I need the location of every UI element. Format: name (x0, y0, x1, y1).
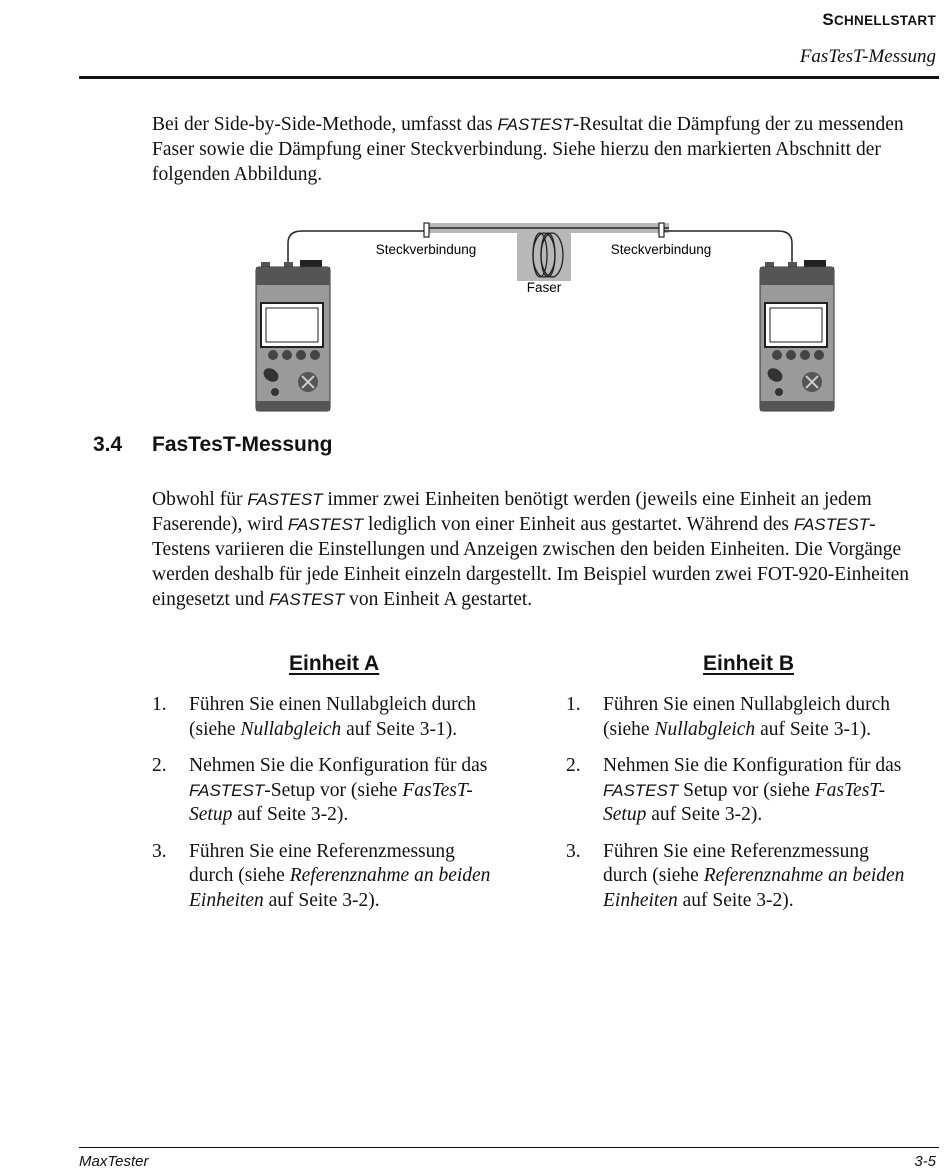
section-number: 3.4 (93, 433, 123, 456)
step-text: -Setup vor (siehe (264, 779, 403, 801)
step-text: auf Seite 3-2). (232, 804, 349, 825)
cross-reference: FasTesT-Setup (189, 779, 473, 825)
connector-left-icon (424, 223, 429, 237)
fastest-brand: FASTEST (189, 780, 265, 800)
connector-right-icon (659, 223, 664, 237)
running-header-section: FasTesT-Messung (799, 46, 936, 67)
intro-text-1: Bei der Side-by-Side-Methode, umfasst das (152, 114, 498, 135)
fastest-brand: FASTEST (268, 590, 345, 609)
step-text: Nehmen Sie die Konfiguration für das (603, 755, 902, 776)
step-text: Führen Sie einen Nullabgleich durch (siehe (189, 694, 477, 740)
cross-reference: Nullabgleich (240, 718, 342, 740)
list-item (566, 754, 916, 828)
step-text: Führen Sie einen Nullabgleich durch (siehe (603, 694, 891, 740)
step-number: 2. (152, 755, 167, 776)
list-item (566, 693, 916, 742)
tester-device-right-icon (760, 260, 834, 411)
unit-a-steps (152, 693, 502, 925)
step-text: Nehmen Sie die Konfiguration für das (189, 755, 488, 776)
step-number: 1. (566, 694, 581, 715)
list-item (152, 693, 502, 742)
cross-reference: Nullabgleich (654, 718, 756, 740)
label-connector-right: Steckverbindung (610, 242, 712, 257)
body-text-2: immer zwei Einheiten benötigt werden (jeweils eine Einheit an jedem Faserende), wird (152, 489, 872, 535)
body-text-5: von Einheit A gestartet. (344, 589, 533, 610)
fastest-brand: FASTEST (793, 515, 870, 534)
intro-text-2: -Resultat die Dämpfung der zu messenden Faser sowie die Dämpfung einer Steckverbindung. Siehe hierzu den markierten Abschnitt der folgenden Abbildung. (152, 114, 904, 185)
label-fiber: Faser (526, 280, 562, 295)
step-number: 2. (566, 755, 581, 776)
tester-device-left-icon (256, 260, 330, 411)
unit-b-steps (566, 693, 916, 925)
step-text: auf Seite 3-2). (646, 804, 763, 825)
body-text-1: Obwohl für (152, 489, 248, 510)
step-text: auf Seite 3-2). (677, 889, 794, 911)
footer-rule (79, 1147, 939, 1148)
fastest-brand: FASTEST (287, 515, 364, 534)
step-text: Führen Sie eine Referenzmessung durch (siehe (189, 840, 455, 886)
chapter-initial: S (822, 10, 834, 29)
list-item (152, 754, 502, 828)
step-text: auf Seite 3-1). (755, 718, 872, 740)
cross-reference: Referenznahme an beiden Einheiten (189, 865, 491, 911)
side-by-side-figure (240, 215, 860, 415)
body-text-4: -Testens variieren die Einstellungen und Anzeigen zwischen den beiden Einheiten. Die Vorgänge werden deshalb für jede Einheit einzeln dargestellt. Im Beispiel wurden zwei FOT-920-Einheiten eingesetzt und (152, 514, 910, 610)
running-header-chapter (822, 10, 936, 30)
label-connector-left: Steckverbindung (375, 242, 477, 257)
section-title: FasTesT-Messung (152, 433, 333, 456)
fastest-brand: FASTEST (247, 490, 323, 509)
unit-b-heading: Einheit B (703, 652, 795, 675)
step-number: 1. (152, 694, 167, 715)
intro-paragraph (152, 112, 932, 187)
body-text-3: lediglich von einer Einheit aus gestartet. Während des (363, 514, 794, 535)
step-number: 3. (152, 840, 167, 862)
cross-reference: FasTesT-Setup (603, 779, 886, 825)
footer-product-name: MaxTester (79, 1153, 149, 1170)
list-item (152, 840, 502, 914)
chapter-rest: CHNELLSTART (833, 13, 936, 28)
footer-page-number: 3-5 (914, 1153, 936, 1170)
header-rule (79, 76, 939, 79)
list-item (566, 840, 916, 914)
step-text: auf Seite 3-2). (263, 889, 380, 911)
fastest-brand: FASTEST (603, 780, 679, 800)
step-text: Setup vor (siehe (678, 779, 815, 801)
step-text: Führen Sie eine Referenzmessung durch (siehe (603, 840, 869, 886)
body-paragraph (152, 487, 932, 612)
step-number: 3. (566, 840, 581, 862)
cross-reference: Referenznahme an beiden Einheiten (603, 865, 905, 911)
unit-a-heading: Einheit A (289, 652, 380, 675)
step-text: auf Seite 3-1). (341, 718, 458, 740)
fastest-brand: FASTEST (497, 115, 573, 134)
